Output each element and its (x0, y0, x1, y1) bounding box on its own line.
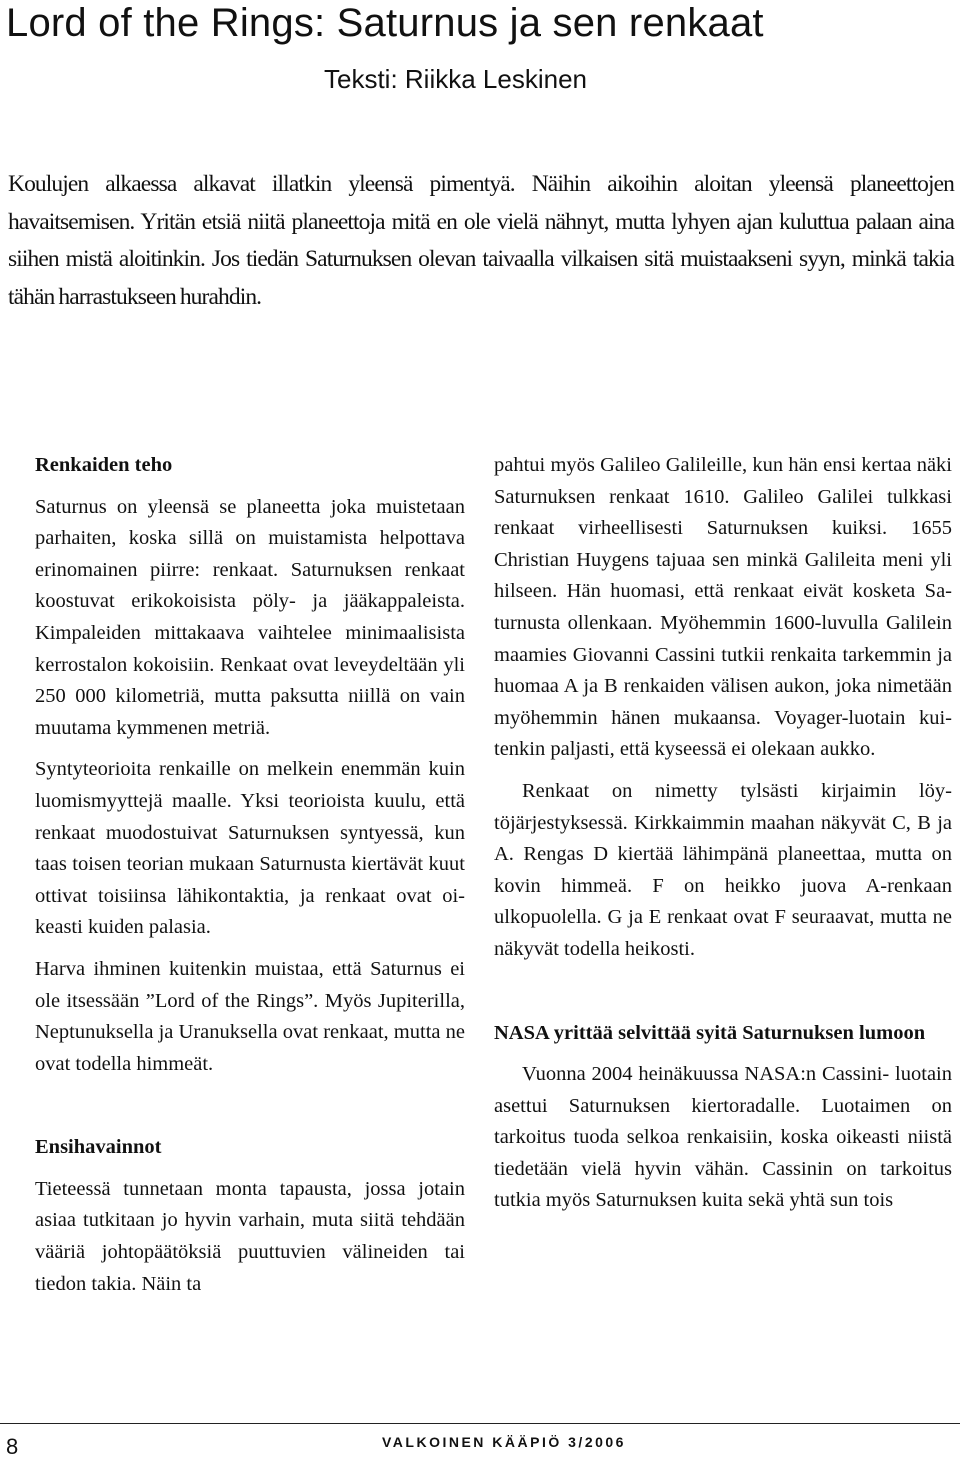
magazine-issue-label: VALKOINEN KÄÄPIÖ 3/2006 (382, 1434, 626, 1450)
body-paragraph: Vuonna 2004 heinäkuussa NASA:n Cassini- luotain asettui Saturnuksen kiertoradalle. Luotaimen on tarkoitus tuoda selkoa renkaisiin, koska oikeasti niistä tiedetään vielä hyvin vähän. Cassinin on tarkoitus tutkia myös Saturnuksen kuita sekä yhtä sun tois (494, 1063, 952, 1212)
body-paragraph: Renkaat on nimetty tylsästi kirjaimin löytöjärjestyksessä. Kirkkaimmin maahan näkyvät C, B ja A. Rengas D kiertää lähimpänä planeettaa, mutta on kovin himmeä. F on heikko juova A-renkaan ulkopuolella. G ja E renkaat ovat F seuraavat, mutta ne näkyvät todella heikosti. (494, 779, 952, 960)
body-paragraph: pahtui myös Galileo Galileille, kun hän ensi kertaa näki Saturnuksen renkaat 1610. Galileo Galilei tulkkasi renkaat virheellisesti Saturnuksen kuiksi. 1655 Christian Huygens tajuaa sen minkä Galileita meni yli hilseen. Hän huomasi, että renkaat eivät kosketa Saturnusta ollenkaan. Myöhemmin 1600-luvulla Galilein maamies Giovanni Cassini tutkii renkaita tarkemmin ja huomaa A ja B renkaiden välisen aukon, joka nimetään myöhemmin hänen mukaansa. Voyager-luotain kuitenkin paljasti, että kyseessä ei olekaan aukko. (494, 454, 952, 761)
article-byline: Teksti: Riikka Leskinen (324, 64, 587, 94)
right-column (494, 450, 952, 1227)
section-heading-nasa: NASA yrittää selvittää syitä Saturnuksen lumoon (494, 1021, 926, 1044)
section-heading-renkaiden-teho: Renkaiden teho (35, 454, 173, 476)
body-paragraph: Syntyteorioita renkaille on melkein enemmän kuin luomismyyttejä maalle. Yksi teorioista kuulu, että renkaat muodostuivat Saturnuksen syntyessä, kun taas toisen teorian mukaan Saturnusta kiertävät kuut ottivat toisiinsa lähikontaktia, ja renkaat ovat oikeasti kuiden palasia. (35, 758, 465, 939)
body-paragraph: Saturnus on yleensä se planeetta joka muistetaan parhaiten, koska sillä on muistamista helpottava erinomainen piirre: renkaat. Saturnuksen renkaat koostuvat erikokoisista pöly- ja jääkappaleista. Kimpaleiden mittakaava vaihtelee minimaalisista kerrostalon kokoisiin. Renkaat ovat leveydeltään yli 250 000 kilometriä, mutta paksutta niillä on vain muutama kymmenen metriä. (35, 495, 465, 739)
left-column (35, 450, 465, 1310)
body-paragraph: Tieteessä tunnetaan monta tapausta, jossa jotain asiaa tutkitaan jo hyvin varhain, muta siitä tehdään vääriä johtopäätöksiä puuttuvien välineiden tai tiedon takia. Näin ta (35, 1177, 465, 1295)
intro-paragraph: Koulujen alkaessa alkavat illatkin yleensä pimentyä. Näihin aikoihin aloitan yleensä planeettojen havaitsemisen. Yritän etsiä niitä planeettoja mitä en ole vielä nähnyt, mutta lyhyen ajan kuluttua palaan aina siihen mistä aloitinkin. Jos tiedän Saturnuksen olevan taivaalla vilkaisen sitä muistaakseni syyn, minkä takia tähän harrastukseen hurahdin. (8, 171, 954, 310)
article-title: Lord of the Rings: Saturnus ja sen renkaat (6, 1, 764, 45)
page-number: 8 (6, 1434, 19, 1459)
section-heading-ensihavainnot: Ensihavainnot (35, 1136, 162, 1159)
body-paragraph: Harva ihminen kuitenkin muistaa, että Saturnus ei ole itsessään ”Lord of the Rings”. Myös Jupiterilla, Neptunuksella ja Uranuksella ovat renkaat, mutta ne ovat todella himmeät. (35, 957, 465, 1075)
column-spacer (494, 976, 952, 1018)
column-spacer (35, 1090, 465, 1132)
footer-divider (0, 1423, 960, 1424)
